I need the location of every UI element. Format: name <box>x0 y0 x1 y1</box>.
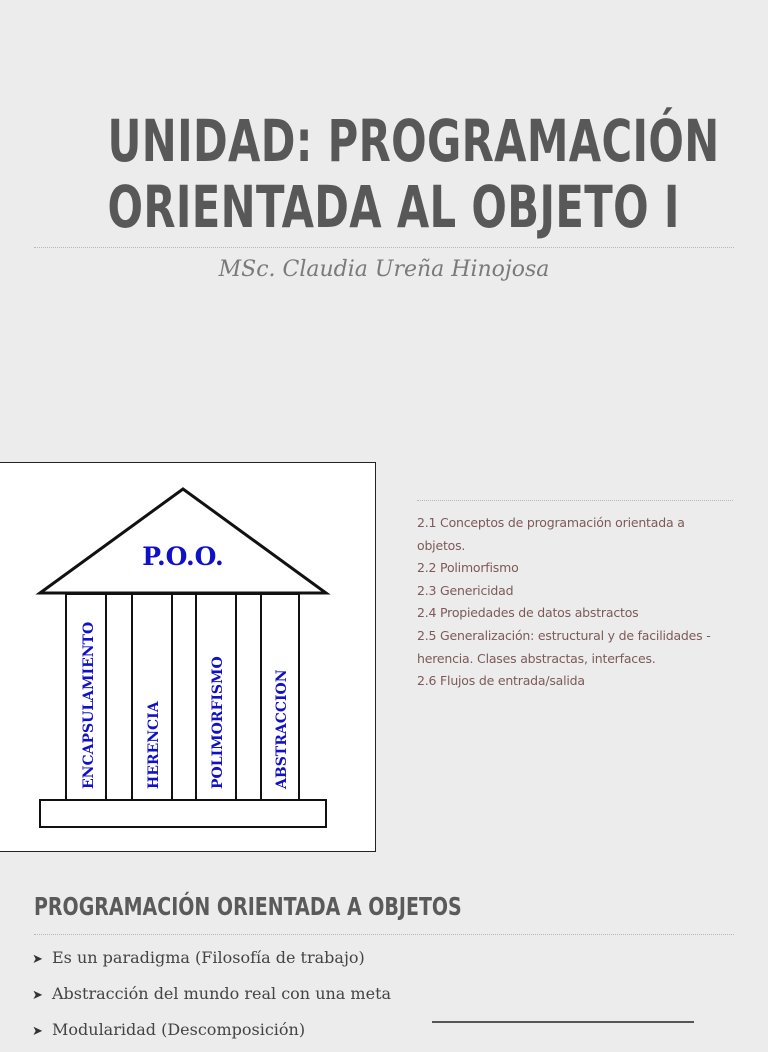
topic-line: 2.2 Polimorfismo <box>417 560 519 576</box>
section-title: PROGRAMACIÓN ORIENTADA A OBJETOS <box>34 892 462 921</box>
topic-line: herencia. Clases abstractas, interfaces. <box>417 650 656 666</box>
pillar-gap-1 <box>106 594 132 800</box>
pillar-label-herencia: HERENCIA <box>146 701 162 789</box>
pillar-label-encapsulamiento: ENCAPSULAMIENTO <box>81 621 97 789</box>
topic-line: objetos. <box>417 537 466 553</box>
partial-figure-border <box>432 1021 694 1023</box>
bullet-item <box>32 980 391 1016</box>
bullet-item <box>32 1016 391 1052</box>
bullet-text: Abstracción del mundo real con una meta <box>52 984 392 1003</box>
topics-list <box>417 512 737 693</box>
topic-line: 2.4 Propiedades de datos abstractos <box>417 605 639 621</box>
slide-title <box>107 107 720 241</box>
topic-line: 2.5 Generalización: estructural y de facilidades - <box>417 627 711 643</box>
temple-roof-label: P.O.O. <box>142 542 224 571</box>
topic-line: 2.3 Genericidad <box>417 582 514 598</box>
temple-svg <box>0 463 377 853</box>
bullet-text: Es un paradigma (Filosofía de trabajo) <box>52 948 365 967</box>
section-divider <box>34 934 734 935</box>
pillar-gap-3 <box>236 594 261 800</box>
temple-roof <box>40 489 326 593</box>
poo-temple-diagram <box>0 462 376 852</box>
title-divider <box>34 247 734 248</box>
topics-divider <box>417 500 733 501</box>
slide-title-line-1: UNIDAD: PROGRAMACIÓN <box>107 107 720 175</box>
author-name: MSc. Claudia Ureña Hinojosa <box>218 257 550 282</box>
arrow-bullet-icon: ➤ <box>32 1024 43 1039</box>
pillar-label-polimorfismo: POLIMORFISMO <box>210 656 226 789</box>
pillar-label-abstraccion: ABSTRACCION <box>274 669 290 789</box>
pillar-gap-2 <box>172 594 196 800</box>
arrow-bullet-icon: ➤ <box>32 952 43 967</box>
temple-base <box>40 800 326 827</box>
topic-line: 2.1 Conceptos de programación orientada a <box>417 515 685 530</box>
bullet-list <box>32 944 391 1052</box>
arrow-bullet-icon: ➤ <box>32 988 43 1003</box>
bullet-item <box>32 944 391 980</box>
bullet-text: Modularidad (Descomposición) <box>52 1020 306 1039</box>
slide-title-line-2: ORIENTADA AL OBJETO I <box>107 173 680 241</box>
topic-line: 2.6 Flujos de entrada/salida <box>417 673 585 689</box>
